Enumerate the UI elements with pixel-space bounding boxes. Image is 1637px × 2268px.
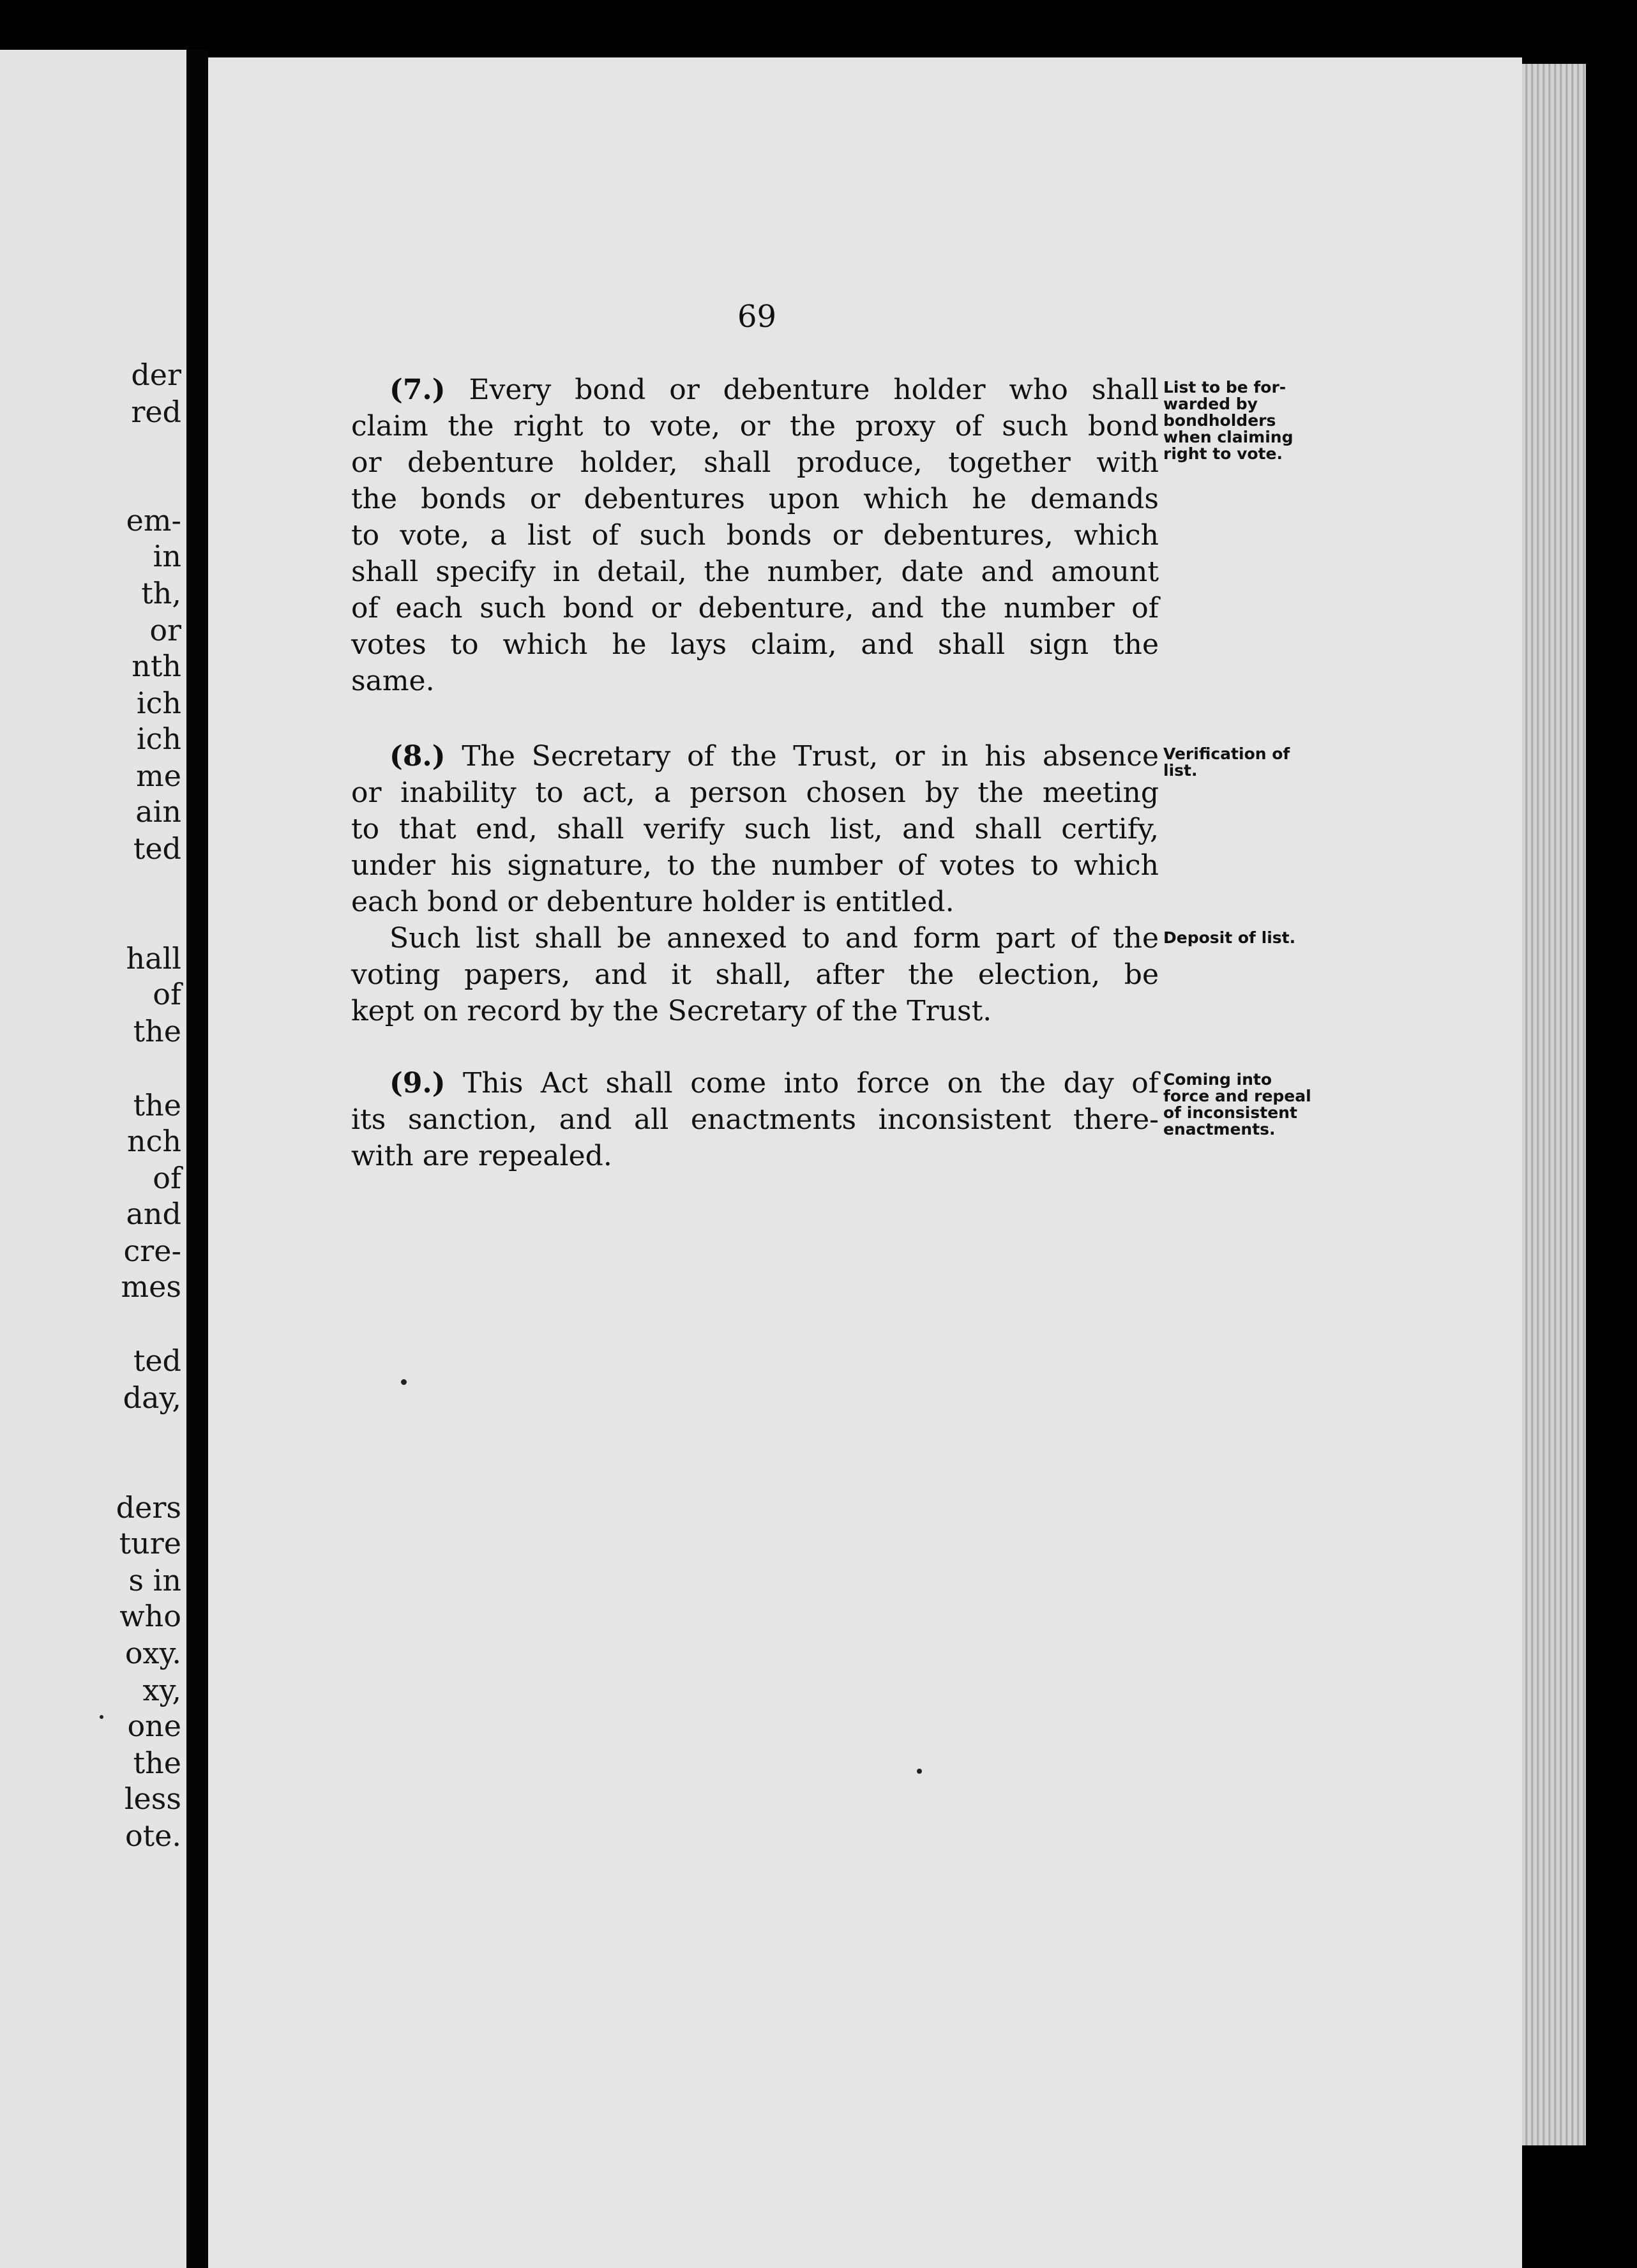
section-8-paragraph: [351, 738, 1159, 920]
left-page-fragment: s in: [128, 1563, 181, 1598]
text-line: voting papers, and it shall, after the election, be: [351, 958, 1159, 991]
left-page-fragment: less: [124, 1781, 181, 1816]
left-page-fragment: the: [133, 1746, 181, 1780]
left-page-fragment: ders: [116, 1490, 181, 1525]
text-line: each bond or debenture holder is entitled.: [351, 886, 954, 918]
left-page-fragment: in: [153, 539, 181, 573]
scan-speck: [401, 1379, 407, 1385]
text-line: the bonds or debentures upon which he demands: [351, 483, 1159, 515]
left-page-fragment: one: [127, 1709, 181, 1743]
left-page-fragment: em-: [126, 503, 181, 538]
text-line: its sanction, and all enactments inconsistent there-: [351, 1103, 1159, 1136]
section-number: (7.): [389, 374, 446, 406]
left-page-fragment: or: [149, 613, 181, 647]
left-page-fragment: who: [119, 1599, 181, 1633]
section-7-paragraph: [351, 372, 1159, 699]
text-line: claim the right to vote, or the proxy of such bond: [351, 410, 1159, 442]
deposit-paragraph: [351, 920, 1159, 1029]
left-page-fragment: ted: [133, 831, 181, 866]
text-line: (7.) Every bond or debenture holder who shall: [389, 374, 1159, 406]
text-line: Such list shall be annexed to and form part of the: [389, 922, 1159, 955]
left-page-fragment: the: [133, 1014, 181, 1048]
section-number: (9.): [389, 1067, 446, 1100]
text-line: or debenture holder, shall produce, together with: [351, 446, 1159, 479]
left-page-fragment: ich: [136, 722, 181, 756]
left-page-fragment: red: [131, 395, 181, 429]
text-line: (9.) This Act shall come into force on the day of: [389, 1067, 1159, 1100]
left-page-fragment: mes: [121, 1269, 181, 1304]
left-page-fragment: and: [126, 1197, 181, 1231]
left-page-fragment: ain: [135, 794, 181, 829]
left-page-fragment: oxy.: [124, 1636, 181, 1670]
text-line: under his signature, to the number of votes to which: [351, 849, 1159, 882]
text-line: to that end, shall verify such list, and shall certify,: [351, 813, 1159, 845]
section-number: (8.): [389, 740, 446, 773]
text-line: or inability to act, a person chosen by the meeting: [351, 776, 1159, 809]
left-page-fragment: nch: [126, 1124, 181, 1158]
left-page-fragment: me: [136, 759, 181, 793]
left-page-fragment: hall: [126, 941, 181, 976]
text-line: same.: [351, 665, 435, 697]
scan-speck: [917, 1769, 922, 1774]
left-page-fragment: of: [153, 1161, 181, 1195]
text-line: with are repealed.: [351, 1140, 612, 1172]
book-gutter: [186, 50, 208, 2268]
left-page-fragment: ture: [119, 1526, 181, 1561]
section-9-paragraph: [351, 1065, 1159, 1174]
left-page-fragment: der: [131, 358, 181, 392]
text-line: to vote, a list of such bonds or debentures, which: [351, 519, 1159, 552]
page-edges: [1522, 64, 1586, 2145]
left-page-fragment: ote.: [124, 1818, 181, 1853]
left-page-fragment: cre-: [123, 1234, 181, 1268]
margin-note-verification: Verification of list.: [1163, 745, 1290, 780]
text-line: of each such bond or debenture, and the number of: [351, 592, 1159, 624]
left-page-fragment: day,: [123, 1380, 181, 1415]
text-line: kept on record by the Secretary of the Trust.: [351, 995, 992, 1027]
left-page-fragment: of: [153, 977, 181, 1011]
margin-note-list-forwarded: List to be for- warded by bondholders when claiming right to vote.: [1163, 378, 1294, 463]
text-line: shall specify in detail, the number, date and amount: [351, 556, 1159, 588]
previous-page-edge: [0, 50, 186, 2268]
scan-speck: [100, 1715, 103, 1719]
margin-note-coming-into-force: Coming into force and repeal of inconsistent enactments.: [1163, 1070, 1311, 1138]
left-page-fragment: th,: [141, 576, 181, 610]
left-page-fragment: the: [133, 1088, 181, 1123]
left-page-fragment: xy,: [142, 1673, 181, 1707]
left-page-fragment: nth: [132, 649, 181, 683]
left-page-fragment: ted: [133, 1343, 181, 1378]
text-line: (8.) The Secretary of the Trust, or in his absence: [389, 740, 1159, 773]
text-line: votes to which he lays claim, and shall sign the: [351, 628, 1159, 661]
margin-note-deposit: Deposit of list.: [1163, 928, 1296, 947]
left-page-fragment: ich: [136, 686, 181, 720]
page-number: 69: [737, 299, 777, 335]
